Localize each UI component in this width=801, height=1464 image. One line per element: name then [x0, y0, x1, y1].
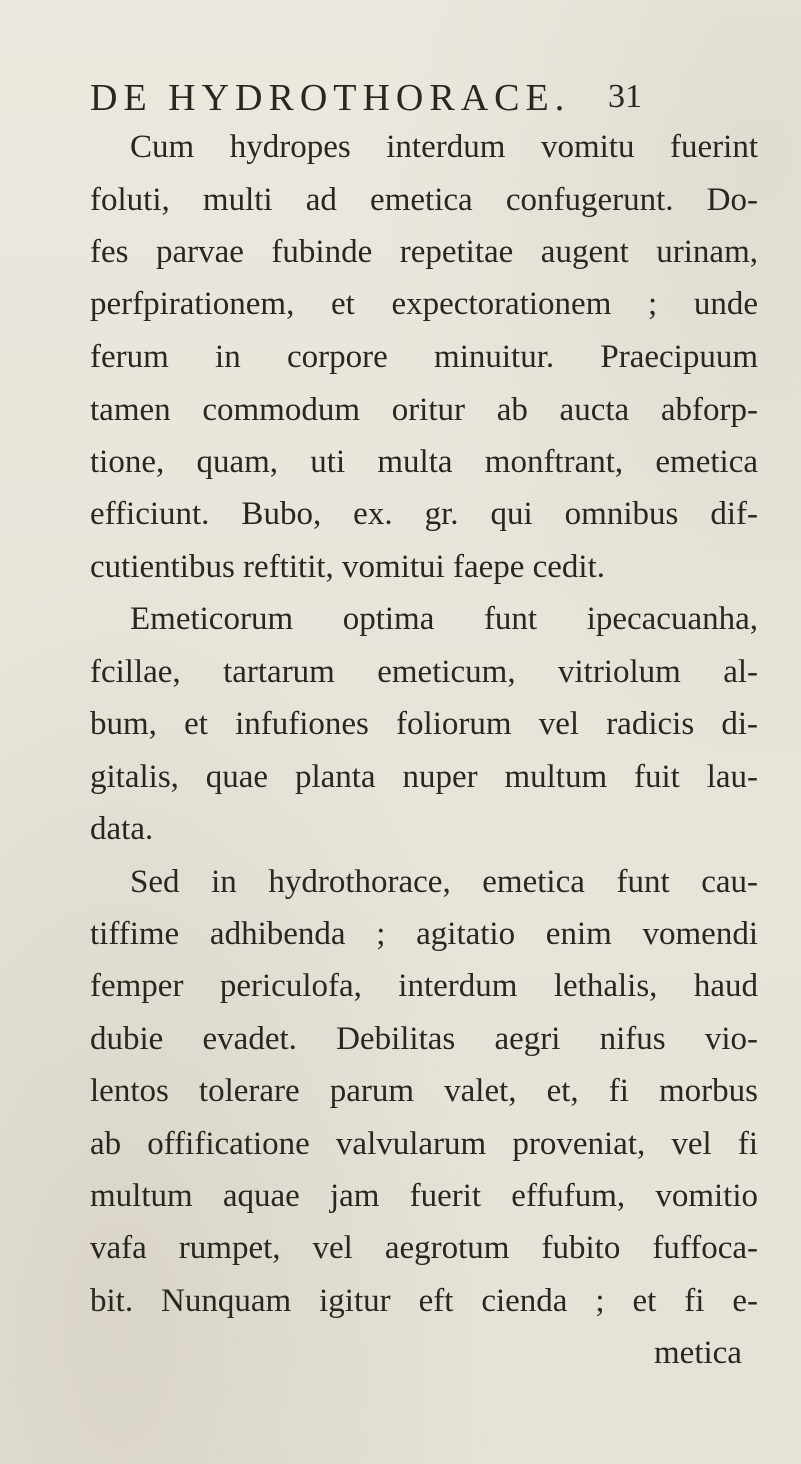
text-line: bum, et infufiones foliorum vel radicis di-	[90, 706, 758, 742]
text-line: ferum in corpore minuitur. Praecipuum	[90, 339, 758, 375]
text-line: gitalis, quae planta nuper multum fuit lau-	[90, 759, 758, 795]
text-line: fcillae, tartarum emeticum, vitriolum al-	[90, 654, 758, 690]
text-line: femper periculofa, interdum lethalis, haud	[90, 968, 758, 1004]
text-line: Cum hydropes interdum vomitu fuerint	[130, 129, 758, 165]
text-line: tione, quam, uti multa monftrant, emetica	[90, 444, 758, 480]
text-line: cutientibus reftitit, vomitui faepe cedit.	[90, 549, 606, 585]
text-line: tiffime adhibenda ; agitatio enim vomendi	[90, 916, 758, 952]
text-line: data.	[90, 811, 154, 847]
text-line: efficiunt. Bubo, ex. gr. qui omnibus dif-	[90, 496, 758, 532]
text-line: perfpirationem, et expectorationem ; unde	[90, 286, 758, 322]
text-line: vafa rumpet, vel aegrotum fubito fuffoca-	[90, 1230, 758, 1266]
text-line: Emeticorum optima funt ipecacuanha,	[130, 601, 758, 637]
catchword: metica	[654, 1335, 742, 1371]
page-number: 31	[608, 78, 642, 115]
text-line: foluti, multi ad emetica confugerunt. Do-	[90, 182, 758, 218]
text-line: bit. Nunquam igitur eft cienda ; et fi e-	[90, 1283, 758, 1319]
running-title: DE HYDROTHORACE.	[90, 77, 571, 119]
text-line: dubie evadet. Debilitas aegri nifus vio-	[90, 1021, 758, 1057]
text-line: Sed in hydrothorace, emetica funt cau-	[130, 864, 758, 900]
text-line: ab offificatione valvularum proveniat, vel fi	[90, 1126, 758, 1162]
text-line: multum aquae jam fuerit effufum, vomitio	[90, 1178, 758, 1214]
text-line: fes parvae fubinde repetitae augent urinam,	[90, 234, 758, 270]
text-line: lentos tolerare parum valet, et, fi morbus	[90, 1073, 758, 1109]
text-line: tamen commodum oritur ab aucta abforp-	[90, 392, 758, 428]
